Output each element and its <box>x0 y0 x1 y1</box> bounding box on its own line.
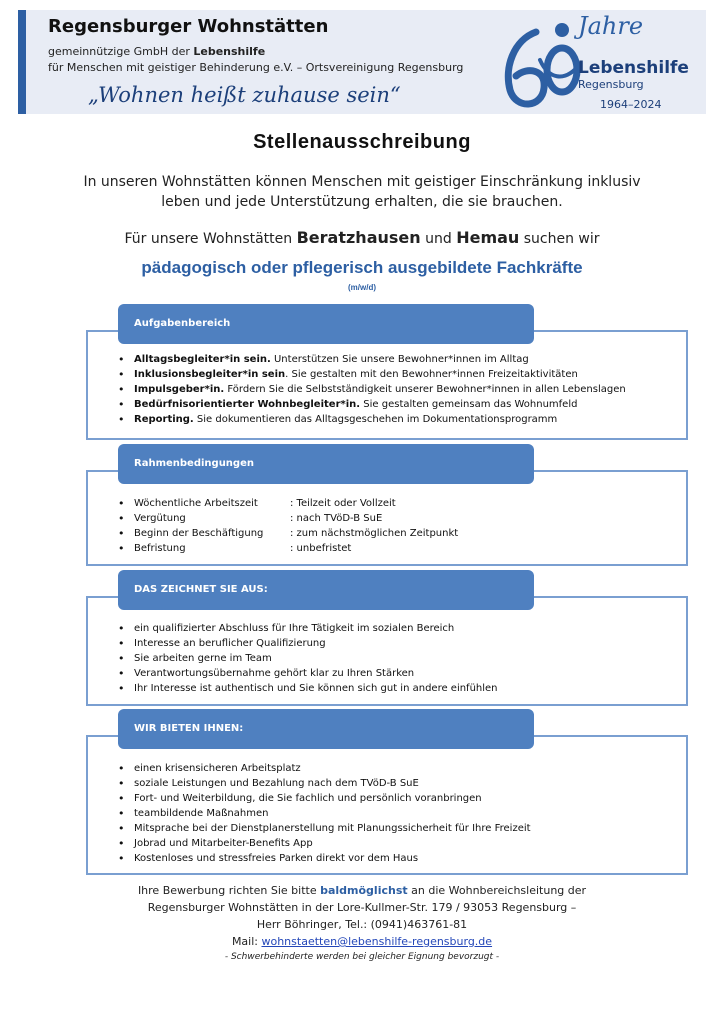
section-profile <box>86 570 688 704</box>
list-item: • Reporting. Sie dokumentieren das Alltagsgeschehen im Dokumentationsprogramm <box>116 412 626 427</box>
header-banner <box>18 10 706 114</box>
list-item: • Interesse an beruflicher Qualifizierung <box>116 636 498 651</box>
list-item: • Ihr Interesse ist authentisch und Sie können sich gut in andere einfühlen <box>116 681 498 696</box>
footer-line3: Herr Böhringer, Tel.: (0941)463761-81 <box>256 918 468 931</box>
section-conditions <box>86 444 688 564</box>
location-hemau: Hemau <box>456 228 520 247</box>
footer-note: - Schwerbehinderte werden bei gleicher Eignung bevorzugt - <box>224 952 500 962</box>
list-item: • Fort- und Weiterbildung, die Sie fachlich und persönlich voranbringen <box>116 791 531 806</box>
org-subtitle-line2: für Menschen mit geistiger Behinderung e.V. – Ortsvereinigung Regensburg <box>48 61 464 74</box>
list-item: • einen krisensicheren Arbeitsplatz <box>116 761 531 776</box>
list-item: • Kostenloses und stressfreies Parken direkt vor dem Haus <box>116 851 531 866</box>
list-item: • Jobrad und Mitarbeiter-Benefits App <box>116 836 531 851</box>
search-sentence: Für unsere Wohnstätten Beratzhausen und Hemau suchen wir <box>124 228 600 247</box>
footer-mail-line: Mail: wohnstaetten@lebenshilfe-regensburg.de <box>231 935 493 948</box>
list-item: • teambildende Maßnahmen <box>116 806 531 821</box>
profile-list <box>116 621 498 696</box>
anniversary-logo <box>496 12 706 112</box>
intro-line2: leben und jede Unterstützung erhalten, die sie brauchen. <box>161 194 563 210</box>
conditions-list <box>116 496 458 556</box>
list-item: • Impulsgeber*in. Fördern Sie die Selbstständigkeit unserer Bewohner*innen in allen Lebenslagen <box>116 382 626 397</box>
logo-city: Regensburg <box>578 78 644 91</box>
section-title: Aufgabenbereich <box>118 304 534 344</box>
logo-name: Lebenshilfe <box>578 58 689 78</box>
list-item: • Alltagsbegleiter*in sein. Unterstützen Sie unsere Bewohner*innen im Alltag <box>116 352 626 367</box>
list-item: • soziale Leistungen und Bezahlung nach dem TVöD-B SuE <box>116 776 531 791</box>
section-title: Rahmenbedingungen <box>118 444 534 484</box>
offer-list <box>116 761 531 866</box>
list-item: • Beginn der Beschäftigung : zum nächstmöglichen Zeitpunkt <box>116 526 458 541</box>
list-item: • Vergütung : nach TVöD-B SuE <box>116 511 458 526</box>
list-item: • Inklusionsbegleiter*in sein. Sie gestalten mit den Bewohner*innen Freizeitaktivitäten <box>116 367 626 382</box>
list-item: • Befristung : unbefristet <box>116 541 458 556</box>
footer-highlight: baldmöglichst <box>320 884 408 897</box>
org-title: Regensburger Wohnstätten <box>48 16 329 37</box>
intro-line1: In unseren Wohnstätten können Menschen mit geistiger Einschränkung inklusiv <box>83 174 641 190</box>
slogan: „Wohnen heißt zuhause sein“ <box>88 83 401 107</box>
org-subtitle-bold: Lebenshilfe <box>193 45 266 58</box>
org-subtitle-line1: gemeinnützige GmbH der Lebenshilfe <box>48 45 266 58</box>
gender-note: (m/w/d) <box>348 283 376 292</box>
footer-line1: Ihre Bewerbung richten Sie bitte baldmöglichst an die Wohnbereichsleitung der <box>137 884 587 897</box>
logo-60-graphic <box>496 12 586 112</box>
header-accent-bar <box>18 10 26 114</box>
section-tasks <box>86 304 688 438</box>
list-item: • Verantwortungsübernahme gehört klar zu Ihren Stärken <box>116 666 498 681</box>
page-title: Stellenausschreibung <box>253 131 471 153</box>
task-list <box>116 352 626 427</box>
list-item: • Wöchentliche Arbeitszeit : Teilzeit oder Vollzeit <box>116 496 458 511</box>
list-item: • Bedürfnisorientierter Wohnbegleiter*in. Sie gestalten gemeinsam das Wohnumfeld <box>116 397 626 412</box>
logo-jahre: Jahre <box>578 12 644 40</box>
section-offer <box>86 709 688 873</box>
footer-line2: Regensburger Wohnstätten in der Lore-Kullmer-Str. 179 / 93053 Regensburg – <box>147 901 577 914</box>
location-beratzhausen: Beratzhausen <box>296 228 421 247</box>
list-item: • Sie arbeiten gerne im Team <box>116 651 498 666</box>
email-link[interactable]: wohnstaetten@lebenshilfe-regensburg.de <box>261 935 493 948</box>
list-item: • ein qualifizierter Abschluss für Ihre Tätigkeit im sozialen Bereich <box>116 621 498 636</box>
section-title: DAS ZEICHNET SIE AUS: <box>118 570 534 610</box>
section-title: WIR BIETEN IHNEN: <box>118 709 534 749</box>
job-role: pädagogisch oder pflegerisch ausgebildete Fachkräfte <box>141 258 583 277</box>
list-item: • Mitsprache bei der Dienstplanerstellung mit Planungssicherheit für Ihre Freizeit <box>116 821 531 836</box>
logo-years: 1964–2024 <box>600 98 662 111</box>
